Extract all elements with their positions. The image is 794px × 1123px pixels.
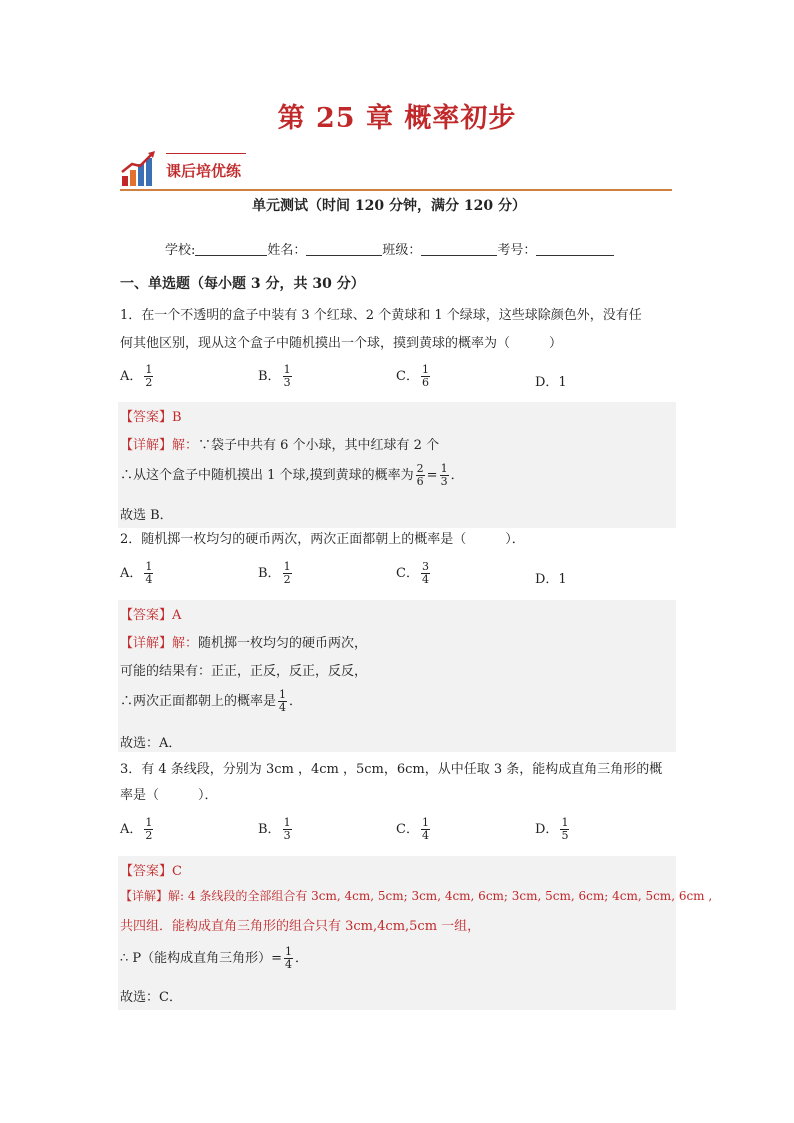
page-title: 第 25 章 概率初步 xyxy=(277,103,517,134)
school-blank[interactable] xyxy=(195,243,267,256)
q3-option-c: C． $\frac{1}{4}$ xyxy=(396,816,429,842)
section-title: 一、单选题（每小题 3 分，共 30 分） xyxy=(120,276,365,292)
q3-stem-line2: 率是（ ）． xyxy=(120,788,218,803)
q3-detail-line3: ∴ P（能构成直角三角形）= $\frac{1}{4}$ ． xyxy=(120,945,309,971)
q2-detail: 【详解】解：随机掷一枚均匀的硬币两次， xyxy=(120,636,368,651)
q3-option-d: D． $\frac{1}{5}$ xyxy=(535,816,569,842)
q1-detail: 【详解】解：∵袋子中共有 6 个小球，其中红球有 2 个 xyxy=(120,438,440,453)
student-info-row xyxy=(165,239,614,258)
q3-detail-line2: 共四组．能构成直角三角形的组合只有 3cm,4cm,5cm 一组， xyxy=(120,919,481,934)
q2-answer: 【答案】A xyxy=(120,608,182,623)
name-label: 姓名： xyxy=(267,243,307,258)
q3-option-b: B． $\frac{1}{3}$ xyxy=(258,816,291,842)
q1-option-b: B． $\frac{1}{3}$ xyxy=(258,363,291,389)
class-blank[interactable] xyxy=(421,243,497,256)
q2-option-c: C． $\frac{3}{4}$ xyxy=(396,560,429,586)
school-label: 学校: xyxy=(165,243,196,258)
header-divider xyxy=(120,189,672,191)
badge-label: 课后培优练 xyxy=(166,162,242,180)
q1-option-c: C． $\frac{1}{6}$ xyxy=(396,363,429,389)
chart-growth-icon xyxy=(120,150,160,188)
q2-stem: 2．随机掷一枚均匀的硬币两次，两次正面都朝上的概率是（ ）． xyxy=(120,532,525,547)
q2-detail-line3: ∴两次正面都朝上的概率是 $\frac{1}{4}$ ． xyxy=(120,688,303,714)
q2-option-a: A． $\frac{1}{4}$ xyxy=(120,560,153,586)
q3-detail: 【详解】解: 4 条线段的全部组合有 3cm, 4cm, 5cm; 3cm, 4cm, 6cm; 3cm, 5cm, 6cm; 4cm, 5cm, 6cm , xyxy=(120,889,713,903)
q3-choice: 故选：C． xyxy=(120,990,182,1005)
q2-option-b: B． $\frac{1}{2}$ xyxy=(258,560,291,586)
q1-detail-line2: ∴从这个盒子中随机摸出 1 个球,摸到黄球的概率为 $\frac{2}{6}$ = $\frac{1}{3}$ ． xyxy=(120,462,464,488)
q1-answer: 【答案】B xyxy=(120,410,182,425)
q3-option-a: A． $\frac{1}{2}$ xyxy=(120,816,153,842)
q2-option-d: D．1 xyxy=(535,572,567,587)
badge-rule xyxy=(166,153,246,154)
q2-detail-line2: 可能的结果有：正正，正反，反正，反反， xyxy=(120,664,368,679)
q1-choice: 故选 B． xyxy=(120,508,173,523)
q3-stem-line1: 3．有 4 条线段，分别为 3cm ，4cm ，5cm，6cm，从中任取 3 条，能构成直角三角形的概 xyxy=(120,762,663,777)
name-blank[interactable] xyxy=(306,243,382,256)
q1-option-d: D．1 xyxy=(535,375,567,390)
q1-stem-line2: 何其他区别，现从这个盒子中随机摸出一个球，摸到黄球的概率为（ ） xyxy=(120,336,563,351)
q1-stem-line1: 1．在一个不透明的盒子中装有 3 个红球、2 个黄球和 1 个绿球，这些球除颜色外，没有任 xyxy=(120,308,642,323)
id-blank[interactable] xyxy=(536,243,614,256)
q1-option-a: A． $\frac{1}{2}$ xyxy=(120,363,153,389)
exam-subtitle: 单元测试（时间 120 分钟，满分 120 分） xyxy=(252,198,526,214)
id-label: 考号： xyxy=(497,243,537,258)
class-label: 班级： xyxy=(382,243,422,258)
q3-answer: 【答案】C xyxy=(120,864,182,879)
q2-choice: 故选：A． xyxy=(120,736,182,751)
